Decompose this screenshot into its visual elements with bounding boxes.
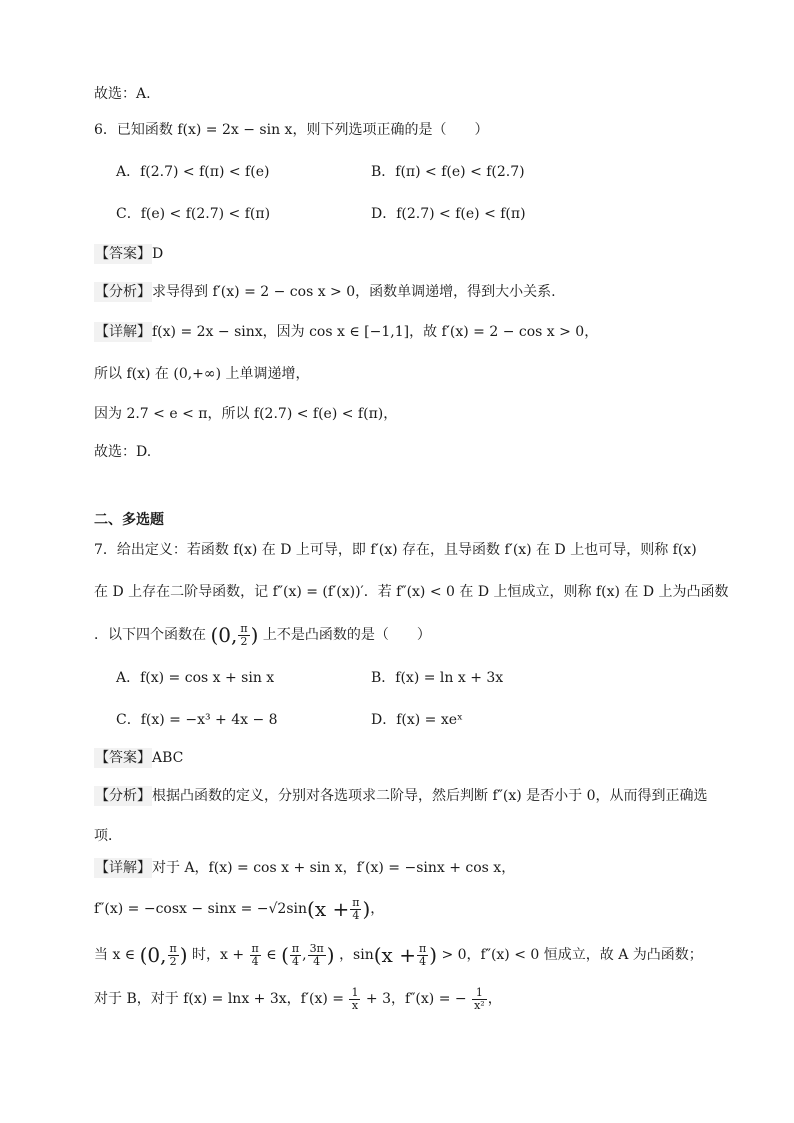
- fraction-num: 1: [351, 985, 359, 999]
- fraction-den: 4: [313, 954, 321, 968]
- fraction-den: 4: [291, 954, 299, 968]
- detail-7-line-2: [94, 894, 384, 924]
- interval-close: ): [179, 943, 188, 967]
- interval-open: (: [281, 943, 289, 967]
- fraction-pi-over-4: [290, 943, 301, 968]
- fraction-den: 4: [352, 908, 360, 922]
- fraction-num: π: [169, 941, 177, 955]
- fraction-num: π: [418, 941, 427, 955]
- fraction-num: π: [251, 941, 259, 955]
- detail-7-line-4: [94, 984, 502, 1014]
- interval-close: ): [326, 943, 335, 967]
- analysis-7-line-2: 项．: [94, 828, 122, 844]
- option-7c: C．f(x) = −x³ + 4x − 8: [116, 712, 278, 728]
- detail-text: 对于 A，f(x) = cos x + sin x，f′(x) = −sinx + cos x，: [152, 860, 516, 876]
- text-fragment: > 0，f″(x) < 0 恒成立，故 A 为凸函数；: [441, 947, 703, 963]
- text-fragment: ，sin: [339, 947, 374, 963]
- option-7d: D．f(x) = xeˣ: [371, 712, 463, 728]
- option-6b: B．f(π) < f(e) < f(2.7): [371, 164, 525, 180]
- fraction-num: 1: [472, 987, 487, 1000]
- analysis-tag: 【分析】: [95, 788, 151, 804]
- fraction-pi-over-2: [238, 623, 249, 648]
- fraction-1-over-x-squared: [472, 987, 487, 1012]
- answer-tag: 【答案】: [95, 246, 151, 262]
- fraction-pi-over-4: [350, 897, 361, 922]
- fraction-num: π: [240, 621, 248, 635]
- fraction-num: 3π: [309, 941, 324, 955]
- analysis-6: [94, 282, 556, 302]
- question-7-line-1: 7．给出定义：若函数 f(x) 在 D 上可导，即 f′(x) 存在，且导函数 f′(x) 在 D 上也可导，则称 f(x): [94, 542, 697, 558]
- detail-7-line-3: [94, 940, 703, 970]
- detail-7: [94, 858, 515, 878]
- interval-open: (0,: [139, 943, 167, 967]
- text-fragment: 当 x ∈: [94, 947, 136, 963]
- text-fragment: ．以下四个函数在: [94, 627, 206, 643]
- fraction-pi-over-4: [250, 943, 261, 968]
- fraction-den: x: [351, 998, 359, 1012]
- fraction-den: 2: [169, 954, 177, 968]
- answer-6: [94, 244, 163, 264]
- text-fragment: ∈: [266, 947, 277, 963]
- text-line: 所以 f(x) 在 (0,+∞) 上单调递增，: [94, 366, 310, 382]
- section-heading: 二、多选题: [94, 512, 164, 528]
- detail-tag: 【详解】: [95, 860, 151, 876]
- analysis-text: 根据凸函数的定义，分别对各选项求二阶导，然后判断 f″(x) 是否小于 0，从而得到正确选: [152, 788, 708, 804]
- analysis-tag: 【分析】: [95, 284, 151, 300]
- question-7-line-2: 在 D 上存在二阶导函数，记 f″(x) = (f′(x))′．若 f″(x) < 0 在 D 上恒成立，则称 f(x) 在 D 上为凸函数: [94, 584, 729, 600]
- text-fragment: + 3，f″(x) = −: [365, 991, 467, 1007]
- question-7-line-3: [94, 620, 431, 650]
- paren-open: (x +: [373, 943, 416, 967]
- option-6a: A．f(2.7) < f(π) < f(e): [116, 164, 270, 180]
- text-line: 故选：A.: [94, 86, 151, 102]
- fraction-1-over-x: [349, 987, 360, 1012]
- answer-tag: 【答案】: [95, 750, 151, 766]
- text-fragment: 时，x +: [192, 947, 245, 963]
- fraction-3pi-over-4: [308, 943, 326, 968]
- answer-7: [94, 748, 183, 768]
- option-7a: A．f(x) = cos x + sin x: [116, 670, 275, 686]
- fraction-pi-over-4: [417, 943, 428, 968]
- fraction-den: 2: [240, 634, 248, 648]
- fraction-num: π: [352, 895, 360, 909]
- text-fragment: 上不是凸函数的是（ ）: [262, 627, 431, 643]
- option-6d: D．f(2.7) < f(e) < f(π): [371, 206, 526, 222]
- text-fragment: ，: [487, 991, 502, 1007]
- analysis-text: 求导得到 f′(x) = 2 − cos x > 0，函数单调递增，得到大小关系.: [152, 284, 556, 300]
- analysis-7-line-1: [94, 786, 708, 806]
- answer-value: ABC: [152, 750, 184, 766]
- text-line: 故选：D.: [94, 444, 152, 460]
- question-6: 6．已知函数 f(x) = 2x − sin x，则下列选项正确的是（ ）: [94, 122, 489, 138]
- fraction-den: x²: [474, 998, 485, 1012]
- detail-6: [94, 322, 598, 342]
- detail-text: f(x) = 2x − sinx，因为 cos x ∈ [−1,1]，故 f′(x) = 2 − cos x > 0，: [152, 324, 599, 340]
- text-line: 因为 2.7 < e < π，所以 f(2.7) < f(e) < f(π)，: [94, 406, 398, 422]
- fraction-den: 4: [251, 954, 259, 968]
- option-7b: B．f(x) = ln x + 3x: [371, 670, 504, 686]
- interval-open: (0,: [210, 623, 238, 647]
- interval-close: ): [250, 623, 259, 647]
- paren-open: (x +: [307, 897, 350, 921]
- text-fragment: ，: [370, 901, 385, 917]
- text-fragment: f″(x) = −cosx − sinx = −√2sin: [94, 901, 308, 917]
- option-6c: C．f(e) < f(2.7) < f(π): [116, 206, 271, 222]
- paren-close: ): [362, 897, 371, 921]
- text-fragment: 对于 B，对于 f(x) = lnx + 3x，f′(x) =: [94, 991, 345, 1007]
- detail-tag: 【详解】: [95, 324, 151, 340]
- comma: ,: [302, 947, 307, 963]
- answer-value: D: [152, 246, 164, 262]
- fraction-pi-over-2: [168, 943, 179, 968]
- fraction-num: π: [291, 941, 300, 955]
- fraction-den: 4: [419, 954, 427, 968]
- paren-close: ): [429, 943, 437, 967]
